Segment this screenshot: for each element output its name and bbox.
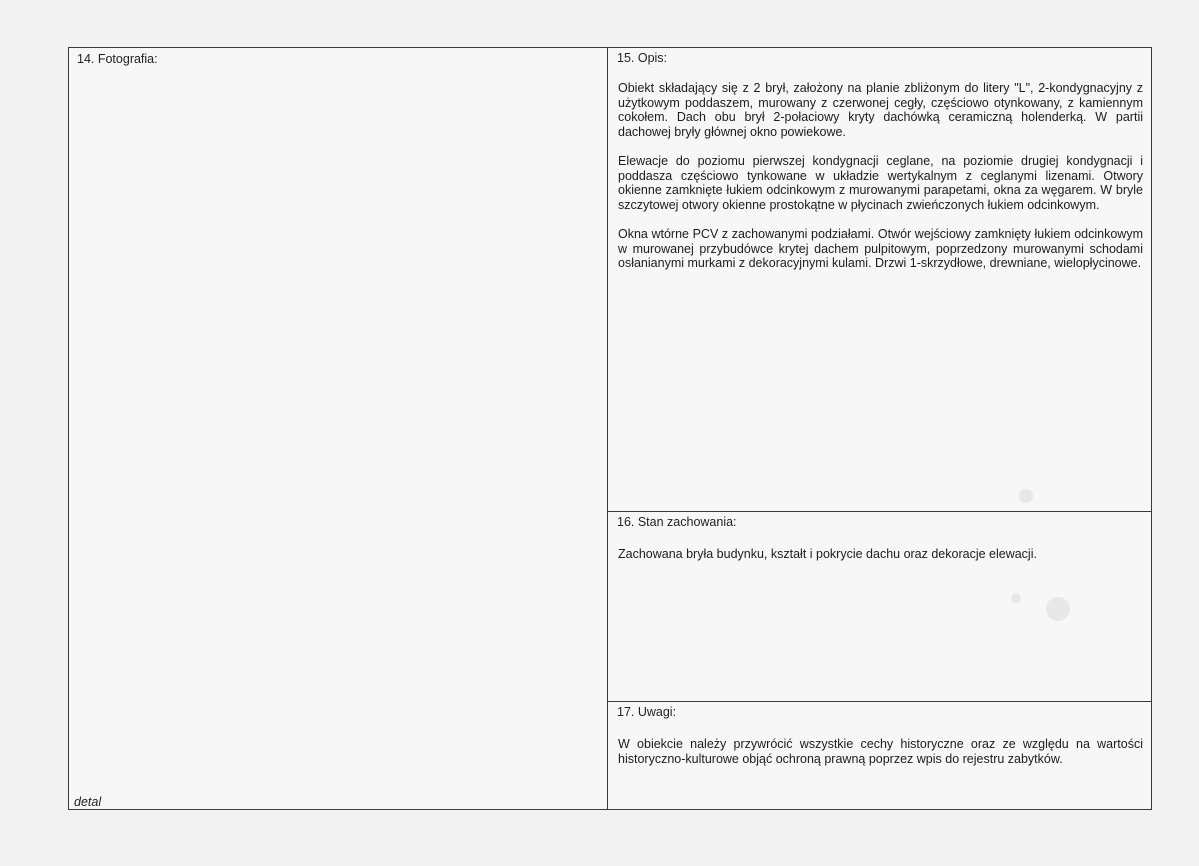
text-panel [608,48,1151,809]
paper-speck [1011,593,1021,603]
description-label: 15. Opis: [617,51,668,65]
remarks-section [608,702,1151,811]
condition-text: Zachowana bryła budynku, kształt i pokrycie dachu oraz dekoracje elewacji. [618,547,1037,561]
photo-label: 14. Fotografia: [77,52,158,66]
condition-label: 16. Stan zachowania: [617,515,737,529]
description-section [608,48,1151,512]
description-text [618,81,1143,285]
description-paragraph-2: Elewacje do poziomu pierwszej kondygnacji ceglane, na poziomie drugiej kondygnacji i poddasza częściowo tynkowane w układzie wertykalnym z ceglanymi lizenami. Otwory okienne zamknięte łukiem odcinkowym z murowanymi parapetami, okna za węgarem. W bryle szczytowej otwory okienne prostokątne w płycinach zwieńczonych łukiem odcinkowym. [618,153,1143,212]
remarks-text: W obiekcie należy przywrócić wszystkie cechy historyczne oraz ze względu na wartości historyczno-kulturowe objąć ochroną prawną poprzez wpis do rejestru zabytków. [618,737,1143,766]
paper-speck [1019,489,1033,503]
photo-panel [69,48,608,809]
record-card [68,47,1152,810]
photo-caption: detal [74,795,102,809]
remarks-label: 17. Uwagi: [617,705,677,719]
description-paragraph-1: Obiekt składający się z 2 brył, założony na planie zbliżonym do litery "L", 2-kondygnacyjny z użytkowym poddaszem, murowany z czerwonej cegły, częściowo otynkowany, z kamiennym cokołem. Dach obu brył 2-połaciowy kryty dachówką ceramiczną holenderką. W partii dachowej bryły głównej okno powiekowe. [618,81,1143,139]
description-paragraph-3: Okna wtórne PCV z zachowanymi podziałami. Otwór wejściowy zamknięty łukiem odcinkowym w murowanej przybudówce krytej dachem pulpitowym, poprzedzony murowanymi schodami osłanianymi murkami z dekoracyjnymi kulami. Drzwi 1-skrzydłowe, drewniane, wielopłycinowe. [618,226,1143,271]
paper-speck [1046,597,1070,621]
